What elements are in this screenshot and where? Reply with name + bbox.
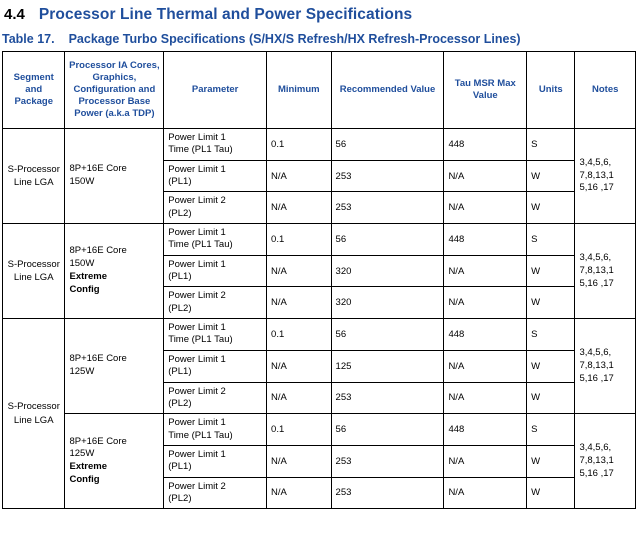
units-cell: W (527, 382, 575, 414)
recommended-cell: 56 (331, 319, 444, 351)
tau-cell: 448 (444, 414, 527, 446)
minimum-cell: N/A (267, 287, 332, 319)
parameter-cell (164, 319, 267, 351)
column-header-parameter: Parameter (164, 52, 267, 129)
config-line-2: 150W (69, 176, 95, 188)
recommended-cell: 56 (331, 224, 444, 256)
section-heading (0, 0, 640, 28)
notes-line-3: 5,16 ,17 (579, 372, 614, 384)
parameter-line-1: Power Limit 1 (168, 353, 226, 365)
notes-line-3: 5,16 ,17 (579, 277, 614, 289)
units-cell: S (527, 414, 575, 446)
notes-line-2: 7,8,13,1 (579, 169, 614, 181)
units-cell: W (527, 350, 575, 382)
units-cell: S (527, 319, 575, 351)
minimum-cell: N/A (267, 382, 332, 414)
notes-cell (575, 319, 636, 414)
table-row (3, 224, 636, 256)
notes-line-2: 7,8,13,1 (579, 454, 614, 466)
minimum-cell: 0.1 (267, 414, 332, 446)
recommended-cell: 253 (331, 160, 444, 192)
parameter-line-1: Power Limit 1 (168, 227, 226, 239)
recommended-cell: 320 (331, 255, 444, 287)
minimum-cell: N/A (267, 445, 332, 477)
notes-line-3: 5,16 ,17 (579, 182, 614, 194)
minimum-cell: N/A (267, 350, 332, 382)
recommended-cell: 253 (331, 477, 444, 509)
parameter-cell (164, 445, 267, 477)
parameter-cell (164, 350, 267, 382)
minimum-cell: N/A (267, 160, 332, 192)
parameter-cell (164, 160, 267, 192)
parameter-cell (164, 414, 267, 446)
minimum-cell: 0.1 (267, 129, 332, 161)
parameter-cell (164, 192, 267, 224)
parameter-line-2: (PL2) (168, 302, 192, 314)
parameter-line-1: Power Limit 1 (168, 132, 226, 143)
table-row (3, 414, 636, 446)
parameter-line-2: (PL2) (168, 207, 192, 219)
recommended-cell: 253 (331, 445, 444, 477)
units-cell: W (527, 287, 575, 319)
configuration-cell (65, 414, 164, 509)
tau-cell: N/A (444, 445, 527, 477)
config-line-4: Config (69, 283, 100, 295)
units-cell: W (527, 160, 575, 192)
notes-line-1: 3,4,5,6, (579, 346, 612, 358)
segment-cell: S-Processor Line LGA (3, 129, 65, 224)
parameter-line-1: Power Limit 2 (168, 290, 226, 302)
notes-line-1: 3,4,5,6, (579, 251, 612, 263)
section-title: Processor Line Thermal and Power Specifications (38, 6, 413, 23)
parameter-line-1: Power Limit 1 (168, 417, 226, 429)
recommended-cell: 56 (331, 129, 444, 161)
config-line-1: 8P+16E Core (69, 353, 127, 365)
parameter-line-2: (PL1) (168, 366, 192, 378)
parameter-line-2: (PL1) (168, 176, 192, 188)
recommended-cell: 125 (331, 350, 444, 382)
recommended-cell: 320 (331, 287, 444, 319)
table-caption-label: Table 17. (2, 32, 55, 46)
recommended-cell: 253 (331, 382, 444, 414)
tau-cell: N/A (444, 255, 527, 287)
table-caption-text: Package Turbo Specifications (S/HX/S Refresh/HX Refresh-Processor Lines) (68, 32, 521, 46)
parameter-line-1: Power Limit 1 (168, 163, 226, 175)
tau-cell: 448 (444, 129, 527, 161)
parameter-line-2: (PL2) (168, 397, 192, 409)
config-line-2: 150W (69, 258, 95, 270)
notes-line-1: 3,4,5,6, (579, 156, 612, 168)
parameter-line-1: Power Limit 2 (168, 195, 226, 207)
config-line-1: 8P+16E Core (69, 163, 127, 175)
tau-cell: N/A (444, 287, 527, 319)
config-line-3: Extreme (69, 271, 107, 283)
notes-line-3: 5,16 ,17 (579, 467, 614, 479)
minimum-cell: 0.1 (267, 224, 332, 256)
tau-cell: 448 (444, 224, 527, 256)
parameter-line-2: Time (PL1 Tau) (168, 144, 233, 156)
parameter-line-2: Time (PL1 Tau) (168, 239, 233, 251)
config-line-2: 125W (69, 366, 95, 378)
tau-cell: 448 (444, 319, 527, 351)
tau-cell: N/A (444, 350, 527, 382)
segment-cell: S-Processor Line LGA (3, 224, 65, 319)
parameter-cell (164, 477, 267, 509)
table-caption (0, 28, 640, 51)
table-body (3, 129, 636, 509)
parameter-cell (164, 287, 267, 319)
config-line-4: Config (69, 474, 100, 486)
minimum-cell: N/A (267, 477, 332, 509)
parameter-line-1: Power Limit 2 (168, 385, 226, 397)
parameter-cell (164, 382, 267, 414)
table-header-row (3, 52, 636, 129)
parameter-cell (164, 224, 267, 256)
notes-cell (575, 414, 636, 509)
tau-cell: N/A (444, 477, 527, 509)
units-cell: W (527, 255, 575, 287)
units-cell: W (527, 477, 575, 509)
tau-cell: N/A (444, 192, 527, 224)
units-cell: S (527, 224, 575, 256)
config-line-1: 8P+16E Core (69, 435, 127, 447)
column-header-recommended-value: Recommended Value (331, 52, 444, 129)
notes-line-1: 3,4,5,6, (579, 442, 612, 453)
minimum-cell: N/A (267, 255, 332, 287)
parameter-cell (164, 129, 267, 161)
parameter-line-1: Power Limit 2 (168, 480, 226, 492)
parameter-line-2: (PL1) (168, 271, 192, 283)
config-line-3: Extreme (69, 461, 107, 473)
column-header-segment: Segment and Package (3, 52, 65, 129)
parameter-line-2: Time (PL1 Tau) (168, 334, 233, 346)
config-line-2: 125W (69, 448, 95, 460)
parameter-line-2: Time (PL1 Tau) (168, 429, 233, 441)
segment-cell: S-Processor Line LGA (3, 319, 65, 509)
parameter-cell (164, 255, 267, 287)
column-header-notes: Notes (575, 52, 636, 129)
column-header-tau-msr-max-value: Tau MSR Max Value (444, 52, 527, 129)
tau-cell: N/A (444, 382, 527, 414)
parameter-line-2: (PL2) (168, 492, 192, 504)
notes-cell (575, 224, 636, 319)
notes-line-2: 7,8,13,1 (579, 359, 614, 371)
minimum-cell: 0.1 (267, 319, 332, 351)
configuration-cell (65, 224, 164, 319)
section-number: 4.4 (4, 6, 25, 23)
recommended-cell: 56 (331, 414, 444, 446)
notes-line-2: 7,8,13,1 (579, 264, 614, 276)
package-turbo-specifications-table (2, 51, 636, 509)
parameter-line-1: Power Limit 1 (168, 448, 226, 460)
recommended-cell: 253 (331, 192, 444, 224)
parameter-line-2: (PL1) (168, 461, 192, 473)
tau-cell: N/A (444, 160, 527, 192)
configuration-cell (65, 319, 164, 414)
parameter-line-1: Power Limit 1 (168, 258, 226, 270)
units-cell: W (527, 192, 575, 224)
units-cell: W (527, 445, 575, 477)
column-header-configuration: Processor IA Cores, Graphics, Configuration and Processor Base Power (a.k.a TDP) (65, 52, 164, 129)
parameter-line-1: Power Limit 1 (168, 322, 226, 334)
notes-cell (575, 129, 636, 224)
column-header-units: Units (527, 52, 575, 129)
configuration-cell (65, 129, 164, 224)
table-row (3, 129, 636, 161)
config-line-1: 8P+16E Core (69, 245, 127, 257)
minimum-cell: N/A (267, 192, 332, 224)
column-header-minimum: Minimum (267, 52, 332, 129)
table-row (3, 319, 636, 351)
units-cell: S (527, 129, 575, 161)
